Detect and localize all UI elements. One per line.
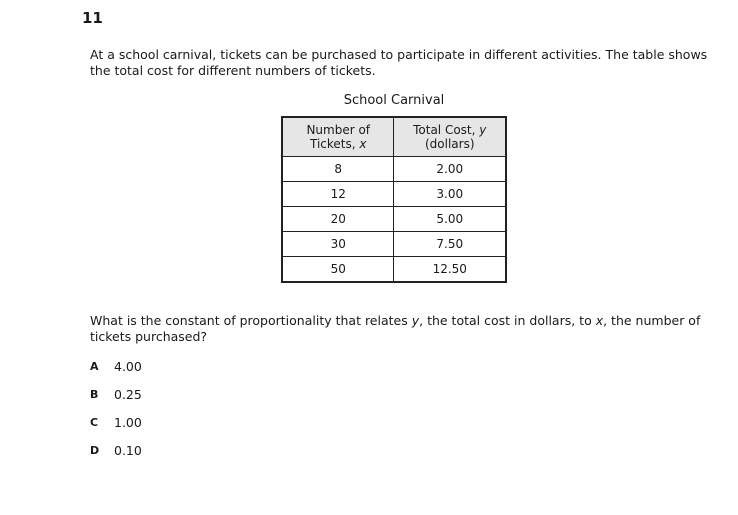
choice-value: 4.00 xyxy=(114,359,142,374)
table-title: School Carnival xyxy=(343,93,445,108)
cell-cost: 2.00 xyxy=(394,157,506,182)
table-row xyxy=(282,207,506,232)
cell-tickets: 12 xyxy=(282,182,394,207)
choice-letter: A xyxy=(90,360,99,373)
choice-a[interactable] xyxy=(90,359,142,387)
var-x: x xyxy=(359,137,367,151)
choice-letter: D xyxy=(90,444,100,457)
question-text: What is the constant of proportionality that relates y, the total cost in dollars, to x, the number of tickets purchased? xyxy=(90,313,701,344)
cell-tickets: 8 xyxy=(282,157,394,182)
question-number: 11 xyxy=(82,9,103,27)
intro-text: At a school carnival, tickets can be purchased to participate in different activities. The table shows the total cost for different numbers of tickets. xyxy=(90,47,708,78)
cell-cost: 7.50 xyxy=(394,232,506,257)
choice-value: 1.00 xyxy=(114,415,142,430)
choice-value: 0.10 xyxy=(114,443,142,458)
table-row xyxy=(282,182,506,207)
cell-tickets: 50 xyxy=(282,257,394,283)
choice-b[interactable] xyxy=(90,387,142,415)
carnival-table xyxy=(281,116,507,283)
choice-letter: B xyxy=(90,388,99,401)
choice-d[interactable] xyxy=(90,443,142,471)
table-row xyxy=(282,257,506,283)
table-header-row xyxy=(282,117,506,157)
choice-c[interactable] xyxy=(90,415,142,443)
cell-cost: 3.00 xyxy=(394,182,506,207)
header-number-of-tickets: Number of Tickets, x xyxy=(282,117,394,157)
var-x: x xyxy=(595,313,604,328)
cell-tickets: 30 xyxy=(282,232,394,257)
cell-cost: 5.00 xyxy=(394,207,506,232)
choice-value: 0.25 xyxy=(114,387,142,402)
table-row xyxy=(282,157,506,182)
choice-letter: C xyxy=(90,416,99,429)
cell-cost: 12.50 xyxy=(394,257,506,283)
cell-tickets: 20 xyxy=(282,207,394,232)
var-y: y xyxy=(479,123,487,137)
table-row xyxy=(282,232,506,257)
answer-choices xyxy=(90,359,142,471)
var-y: y xyxy=(411,313,420,328)
header-total-cost: Total Cost, y (dollars) xyxy=(394,117,506,157)
